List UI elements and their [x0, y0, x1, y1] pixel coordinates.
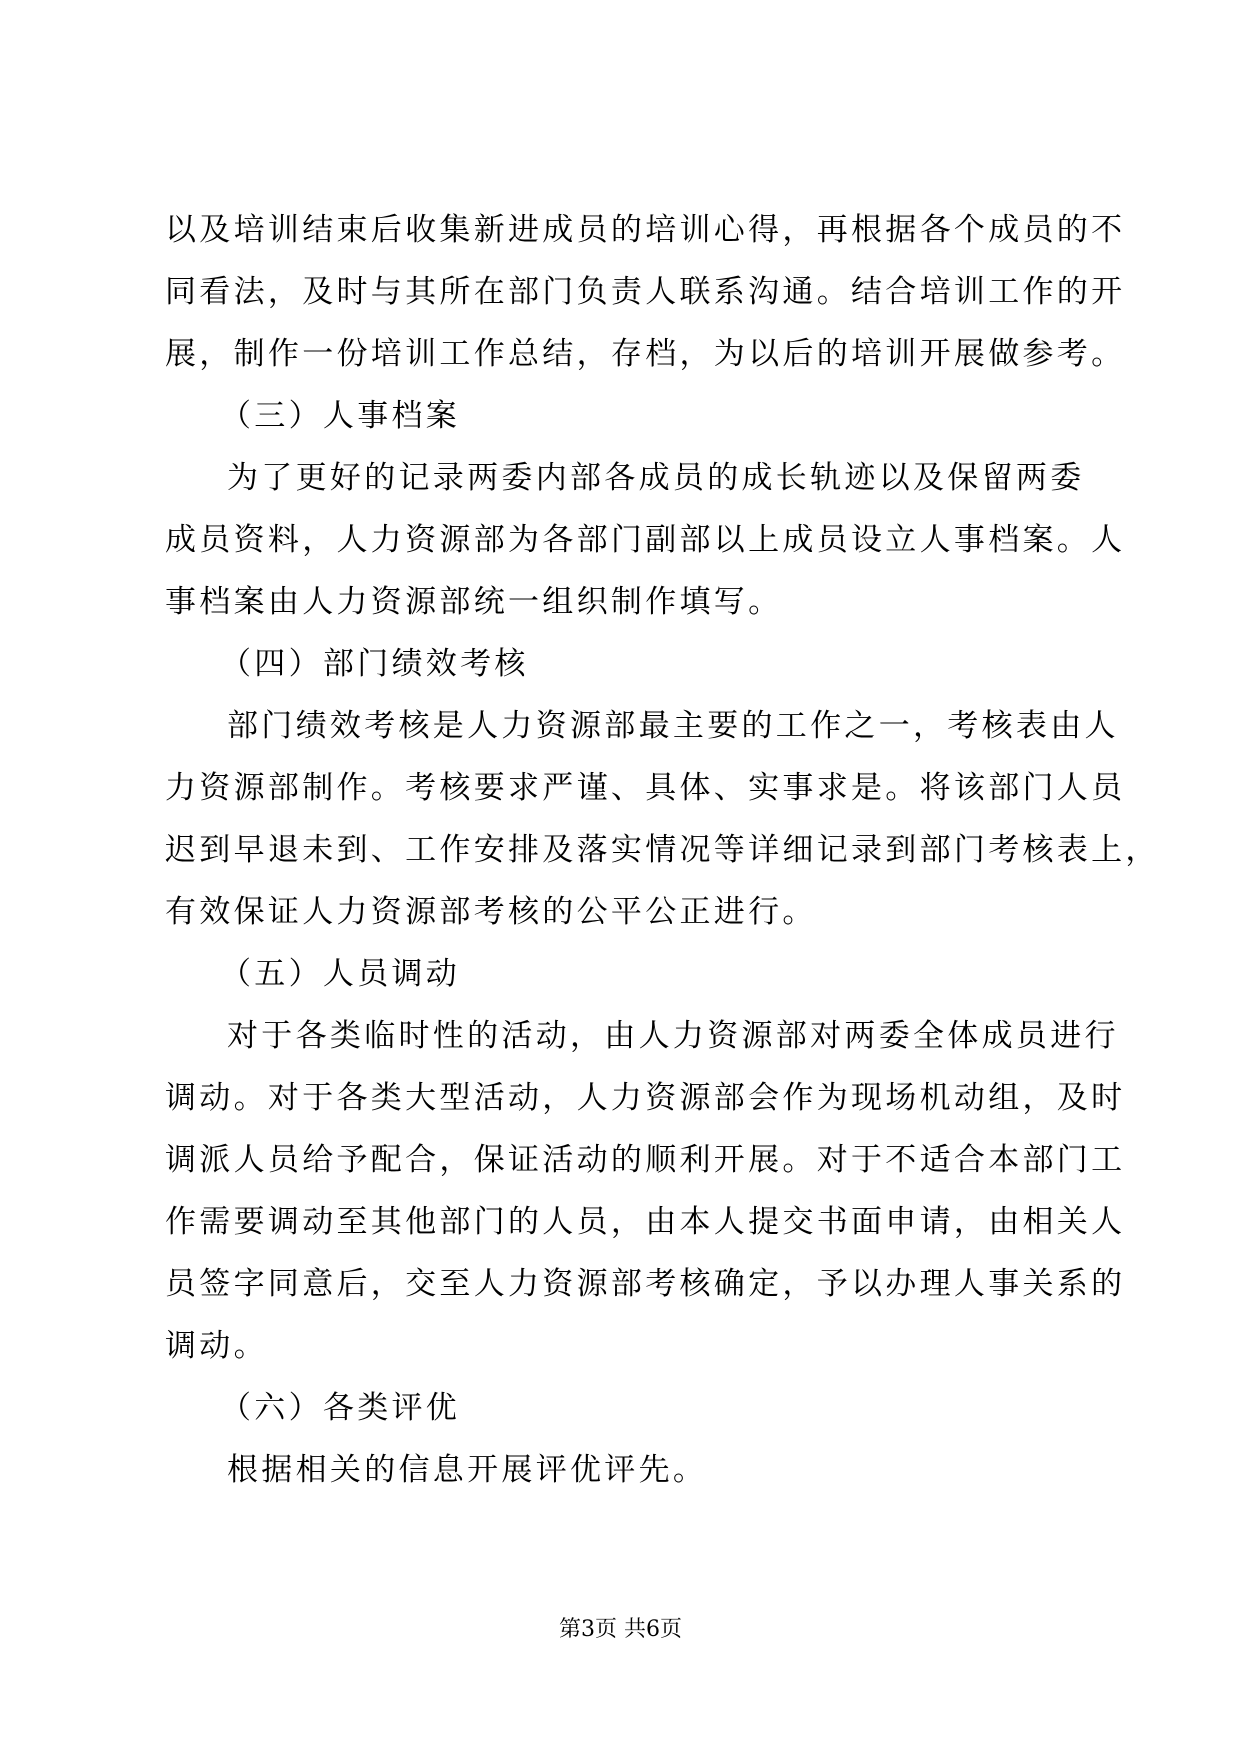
paragraph-line: 调动。对于各类大型活动，人力资源部会作为现场机动组，及时 [165, 1080, 1126, 1116]
paragraph-line: 根据相关的信息开展评优评先。 [227, 1452, 708, 1488]
paragraph-line: 员签字同意后，交至人力资源部考核确定，予以办理人事关系的 [165, 1266, 1126, 1302]
paragraph-line: 力资源部制作。考核要求严谨、具体、实事求是。将该部门人员 [165, 770, 1126, 806]
section-heading: （五）人员调动 [220, 956, 461, 992]
paragraph-line: 展，制作一份培训工作总结，存档，为以后的培训开展做参考。 [165, 336, 1126, 372]
paragraph-line: 调派人员给予配合，保证活动的顺利开展。对于不适合本部门工 [165, 1142, 1126, 1178]
paragraph-line: 为了更好的记录两委内部各成员的成长轨迹以及保留两委 [227, 460, 1085, 496]
paragraph-line: 成员资料，人力资源部为各部门副部以上成员设立人事档案。人 [165, 522, 1126, 558]
paragraph-line: 迟到早退未到、工作安排及落实情况等详细记录到部门考核表上， [165, 832, 1160, 868]
paragraph-line: 事档案由人力资源部统一组织制作填写。 [165, 584, 783, 620]
paragraph-line: 作需要调动至其他部门的人员，由本人提交书面申请，由相关人 [165, 1204, 1126, 1240]
paragraph-line: 调动。 [165, 1328, 268, 1364]
section-heading: （六）各类评优 [220, 1390, 461, 1426]
paragraph-line: 同看法，及时与其所在部门负责人联系沟通。结合培训工作的开 [165, 274, 1126, 310]
paragraph-line: 对于各类临时性的活动，由人力资源部对两委全体成员进行 [227, 1018, 1119, 1054]
paragraph-line: 部门绩效考核是人力资源部最主要的工作之一，考核表由人 [227, 708, 1119, 744]
page-footer: 第3页 共6页 [559, 1617, 682, 1642]
section-heading: （三）人事档案 [220, 398, 461, 434]
paragraph-line: 以及培训结束后收集新进成员的培训心得，再根据各个成员的不 [165, 212, 1126, 248]
section-heading: （四）部门绩效考核 [220, 646, 529, 682]
paragraph-line: 有效保证人力资源部考核的公平公正进行。 [165, 894, 817, 930]
